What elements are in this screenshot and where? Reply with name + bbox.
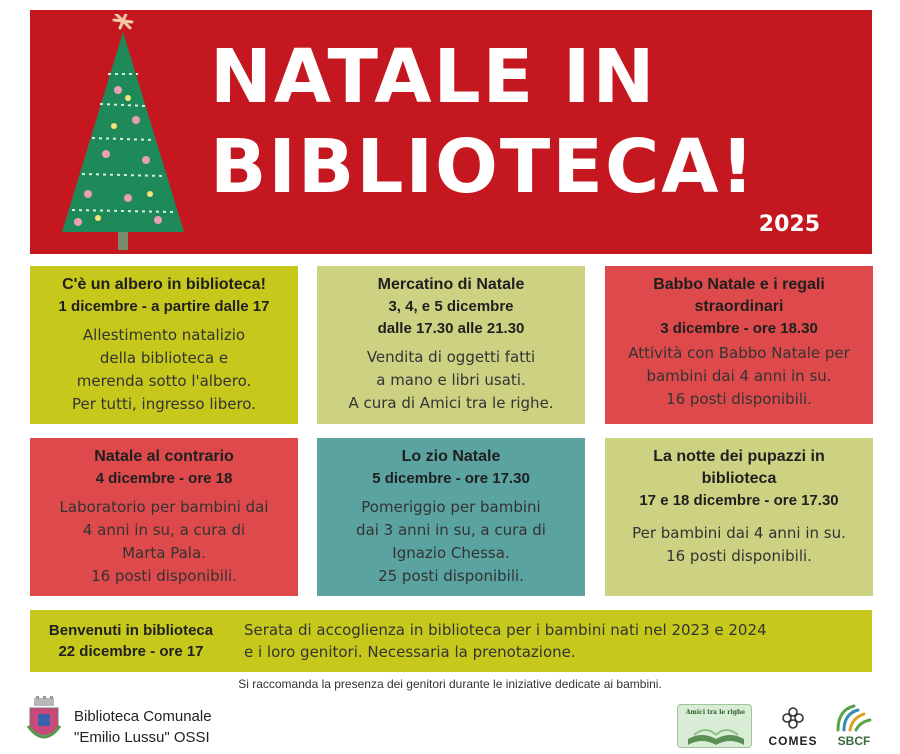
event-date: 5 dicembre - ore 17.30 [372, 470, 530, 487]
event-date: 1 dicembre - a partire dalle 17 [58, 298, 270, 315]
event-description: Attività con Babbo Natale per bambini dai 4 anni in su. 16 posti disponibili. [628, 344, 850, 408]
event-description: Per bambini dai 4 anni in su. 16 posti disponibili. [632, 524, 846, 565]
event-date: 3 dicembre - ore 18.30 [660, 320, 818, 337]
event-time: dalle 17.30 alle 21.30 [377, 320, 525, 337]
amici-tra-le-righe-logo: Amici tra le righe [677, 704, 752, 748]
event-title: La notte dei pupazzi in [653, 448, 825, 465]
event-card-notte-pupazzi [605, 438, 873, 596]
event-description: Allestimento natalizio della biblioteca e merenda sotto l'albero. Per tutti, ingresso libero. [72, 326, 256, 413]
header-banner [30, 10, 872, 254]
event-title: Babbo Natale e i regali [653, 276, 825, 293]
event-description: Laboratorio per bambini dai 4 anni in su, a cura di Marta Pala. 16 posti disponibili. [59, 498, 269, 585]
event-title: Natale al contrario [94, 448, 234, 465]
event-card-babbo-natale [605, 266, 873, 424]
sbcf-logo: SBCF [832, 700, 876, 750]
event-card-zio-natale [317, 438, 585, 596]
title-line-1: NATALE IN [210, 34, 657, 120]
event-title: Mercatino di Natale [377, 276, 525, 293]
event-card-natale-contrario [30, 438, 298, 596]
event-date: 17 e 18 dicembre - ore 17.30 [639, 492, 839, 509]
year-label: 2025 [758, 212, 820, 237]
comes-logo-icon [782, 706, 804, 730]
event-date: 3, 4, e 5 dicembre [388, 298, 514, 315]
event-title-cont: straordinari [694, 298, 784, 315]
event-heading [36, 620, 226, 662]
library-name: Biblioteca Comunale "Emilio Lussu" OSSI [74, 708, 212, 746]
page-title [210, 32, 860, 212]
event-title: Benvenuti in biblioteca [48, 622, 214, 639]
event-card-albero [30, 266, 298, 424]
comes-logo: COMES [760, 704, 826, 750]
event-title: Lo zio Natale [401, 448, 501, 465]
event-card-benvenuti [30, 610, 872, 672]
event-card-mercatino [317, 266, 585, 424]
title-line-2: BIBLIOTECA! [210, 124, 757, 210]
municipal-crest-icon [26, 696, 62, 748]
event-date: 4 dicembre - ore 18 [95, 470, 233, 487]
event-description: Serata di accoglienza in biblioteca per i bambini nati nel 2023 e 2024 e i loro genitori. Necessaria la prenotazione. [244, 621, 767, 661]
event-title-cont: biblioteca [701, 470, 777, 487]
event-description: Vendita di oggetti fatti a mano e libri usati. A cura di Amici tra le righe. [348, 348, 554, 412]
event-title: C'è un albero in biblioteca! [62, 276, 266, 293]
christmas-tree-icon [58, 14, 188, 254]
event-description: Pomeriggio per bambini dai 3 anni in su, a cura di Ignazio Chessa. 25 posti disponibili. [356, 498, 546, 585]
event-date: 22 dicembre - ore 17 [58, 643, 204, 660]
sbcf-logo-icon [834, 700, 874, 732]
book-icon [686, 721, 746, 747]
parents-note: Si raccomanda la presenza dei genitori durante le iniziative dedicate ai bambini. [238, 677, 662, 691]
